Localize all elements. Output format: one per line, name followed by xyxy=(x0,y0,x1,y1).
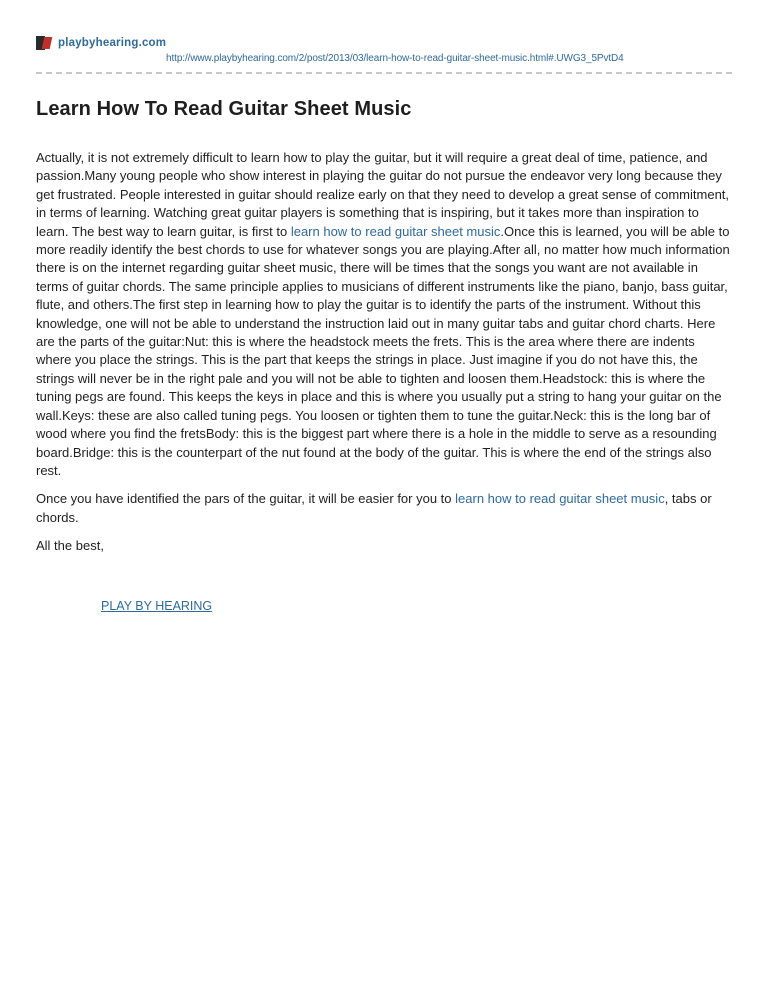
paragraph-2 xyxy=(36,490,732,527)
site-name[interactable]: playbyhearing.com xyxy=(58,37,167,49)
site-row xyxy=(36,34,732,52)
paragraph-2-text-b: , tabs or chords. xyxy=(36,491,712,525)
paragraph-2-text-a: Once you have identified the pars of the guitar, it will be easier for you to xyxy=(36,491,456,507)
header-divider xyxy=(36,72,732,74)
source-url-link[interactable]: http://www.playbyhearing.com/2/post/2013/03/learn-how-to-read-guitar-sheet-music.html#.UWG3_5PvtD4 xyxy=(166,53,624,64)
site-logo-icon xyxy=(36,35,52,51)
paragraph-1-text-a: Actually, it is not extremely difficult to learn how to play the guitar, but it will require a great deal of time, patience, and passion.Many young people who show interest in playing the guitar do not pursue the endeavor very long because they get frustrated. People interested in guitar should realize early on that they need to develop a great sense of commitment, in terms of learning. Watching great guitar players is something that is inspiring, but it takes more than inspiration to learn. The best way to learn guitar, is first to xyxy=(36,150,730,239)
page-header xyxy=(36,34,732,64)
read-sheet-music-link-2[interactable]: learn how to read guitar sheet music xyxy=(455,491,665,507)
signature-link[interactable]: PLAY BY HEARING xyxy=(101,599,213,613)
paragraph-1 xyxy=(36,149,732,480)
closing-line: All the best, xyxy=(36,538,104,554)
paragraph-1-text-b: .Once this is learned, you will be able to more readily identify the best chords to use for whatever songs you are playing.After all, no matter how much information there is on the internet regarding guitar sheet music, there will be times that the songs you want are not available in terms of guitar chords. The same principle applies to musicians of different instruments like the piano, banjo, bass guitar, flute, and others.The first step in learning how to play the guitar is to identify the parts of the instrument. Without this knowledge, one will not be able to understand the instruction laid out in many guitar tabs and guitar chord charts. Here are the parts of the guitar:Nut: this is where the headstock meets the frets. This is the area where there are indents where you place the strings. This is the part that keeps the strings in place. Just imagine if you do not have this, the strings will never be in the right pale and you will not be able to tighten and loosen them.Headstock: this is where the tuning pegs are found. This keeps the keys in place and this is where you usually put a string to hang your guitar on the wall.Keys: these are also called tuning pegs. You loosen or tighten them to tune the guitar.Neck: this is the long bar of wood where you find the fretsBody: this is the biggest part where there is a hole in the middle to serve as a resounding board.Bridge: this is the counterpart of the nut found at the body of the guitar. This is where the end of the strings also rest. xyxy=(36,223,730,478)
article-body xyxy=(36,149,732,566)
article-title: Learn How To Read Guitar Sheet Music xyxy=(36,98,412,120)
read-sheet-music-link-1[interactable]: learn how to read guitar sheet music xyxy=(290,223,501,239)
